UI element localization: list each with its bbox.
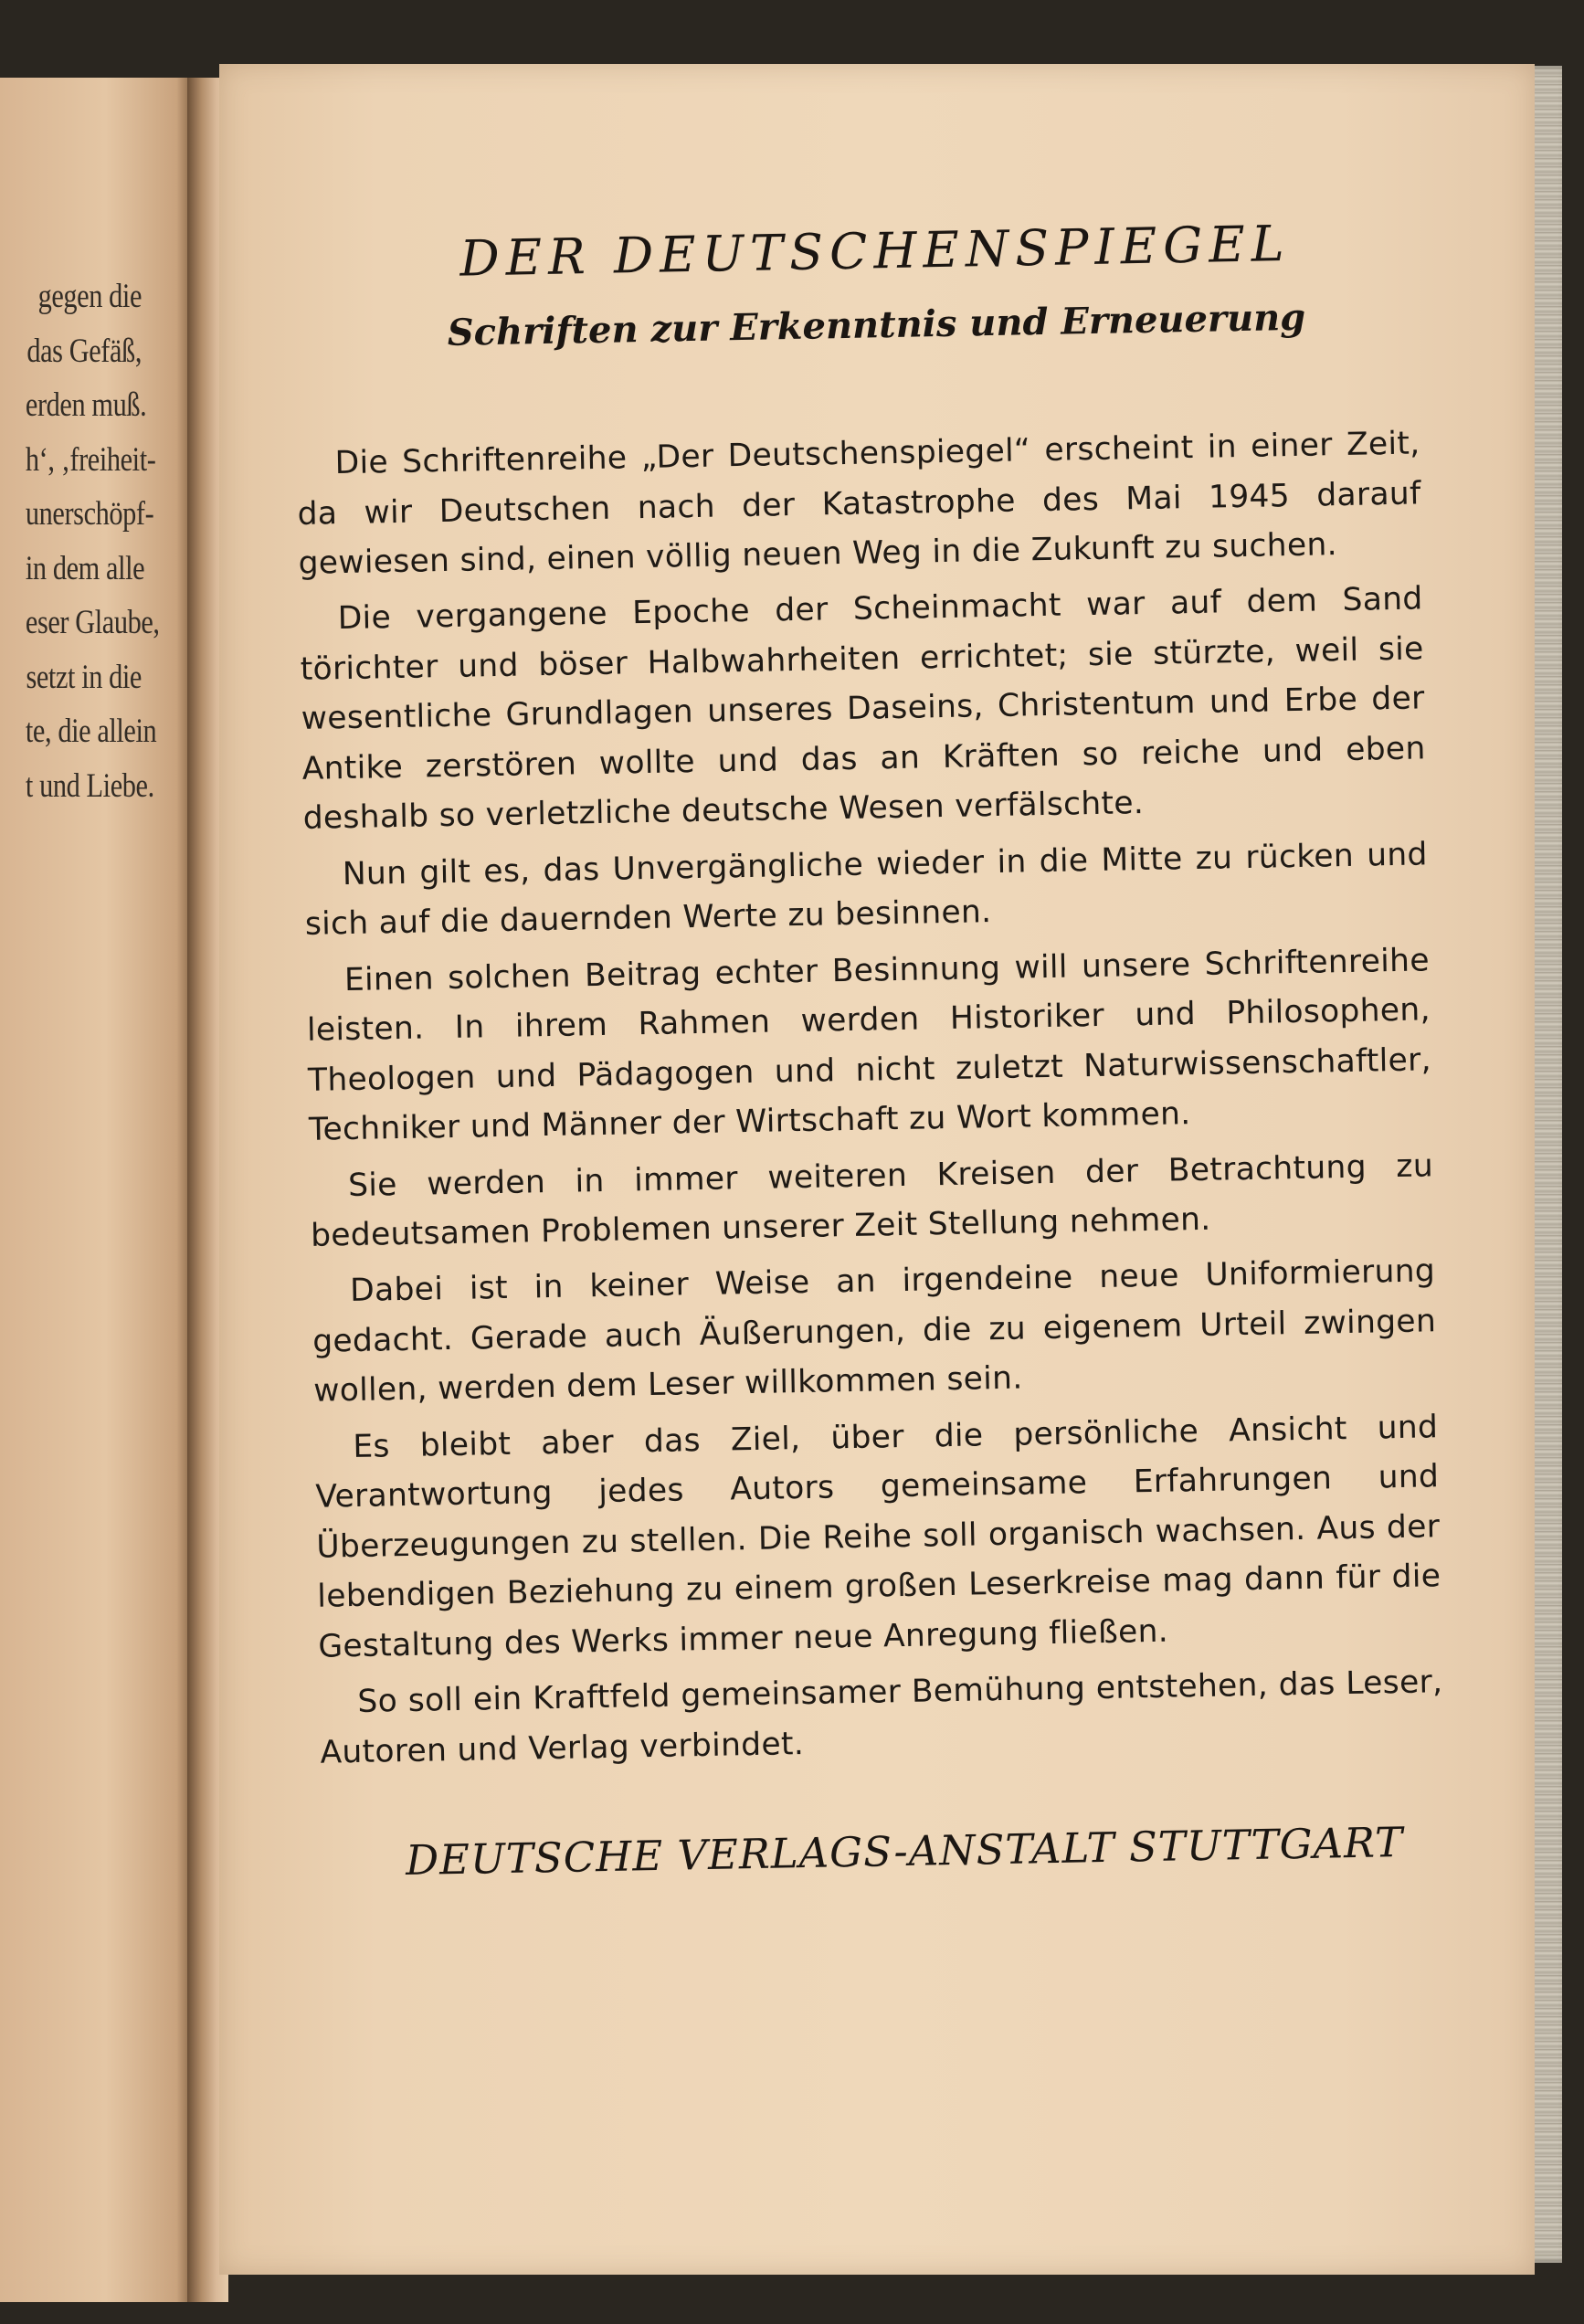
left-page-line: te, die allein bbox=[25, 713, 157, 750]
series-subtitle: Schriften zur Erkenntnis und Erneuerung bbox=[447, 295, 1306, 354]
left-page-line: unerschöpf- bbox=[25, 495, 154, 533]
paragraph: Dabei ist in keiner Weise an irgendeine neue Uniformierung gedacht. Gerade auch Äußerungen, die zu eigenem Urteil zwingen wollen, werden dem Leser willkommen sein. bbox=[312, 1252, 1437, 1410]
left-page bbox=[0, 78, 192, 2302]
left-page-line: gegen die bbox=[37, 278, 142, 315]
left-page-text bbox=[0, 269, 160, 813]
page-content bbox=[292, 212, 1446, 1886]
series-title: DER DEUTSCHENSPIEGEL bbox=[459, 214, 1292, 288]
body-text bbox=[296, 418, 1444, 1778]
left-page-line: das Gefäß, bbox=[26, 332, 142, 370]
paragraph: Die vergangene Epoche der Scheinmacht war auf dem Sand törichter und böser Halbwahrheiten errichtet; sie stürzte, weil sie wesentliche Grundlagen unseres Daseins, Christentum und Erbe der Antike zerstören wollte und das an Kräften so reiche und eben deshalb so verletzliche deutsche Wesen verfälschte. bbox=[300, 580, 1426, 838]
paragraph: Sie werden in immer weiteren Kreisen der Betrachtung zu bedeutsamen Problemen unserer Zeit Stellung nehmen. bbox=[310, 1146, 1434, 1254]
paragraph: Die Schriftenreihe „Der Deutschenspiegel“ erscheint in einer Zeit, da wir Deutschen nach der Katastrophe des Mai 1945 darauf gewiesen sind, einen völlig neuen Weg in die Zukunft zu suchen. bbox=[297, 425, 1421, 582]
paragraph: Nun gilt es, das Unvergängliche wieder in die Mitte zu rücken und sich auf die dauernden Werte zu besinnen. bbox=[304, 836, 1429, 944]
paragraph: Einen solchen Beitrag echter Besinnung will unsere Schriftenreihe leisten. In ihrem Rahmen werden Historiker und Philosophen, Theologen und Pädagogen und nicht zuletzt Naturwissenschaftler, Techniker und Männer der Wirtschaft zu Wort kommen. bbox=[306, 941, 1432, 1149]
paragraph: Es bleibt aber das Ziel, über die persönliche Ansicht und Verantwortung jedes Autors gemeinsame Erfahrungen und Überzeugungen zu stellen. Die Reihe soll organisch wachsen. Aus der lebendigen Beziehung zu einem großen Leserkreise mag dann für die Gestaltung des Werks immer neue Anregung fließen. bbox=[315, 1409, 1441, 1665]
left-page-line: eser Glaube, bbox=[25, 604, 160, 641]
left-page-line: erden muß. bbox=[25, 386, 147, 424]
left-page-line: t und Liebe. bbox=[25, 766, 154, 805]
left-page-line: setzt in die bbox=[26, 658, 143, 696]
publisher-imprint: DEUTSCHE VERLAGS-ANSTALT STUTTGART bbox=[405, 1818, 1404, 1886]
paragraph: So soll ein Kraftfeld gemeinsamer Bemühung entstehen, das Leser, Autoren und Verlag verbindet. bbox=[320, 1664, 1443, 1771]
left-page-line: in dem alle bbox=[25, 549, 145, 587]
right-page bbox=[219, 64, 1535, 2275]
left-page-line: h‘, ‚freiheit- bbox=[25, 440, 156, 479]
